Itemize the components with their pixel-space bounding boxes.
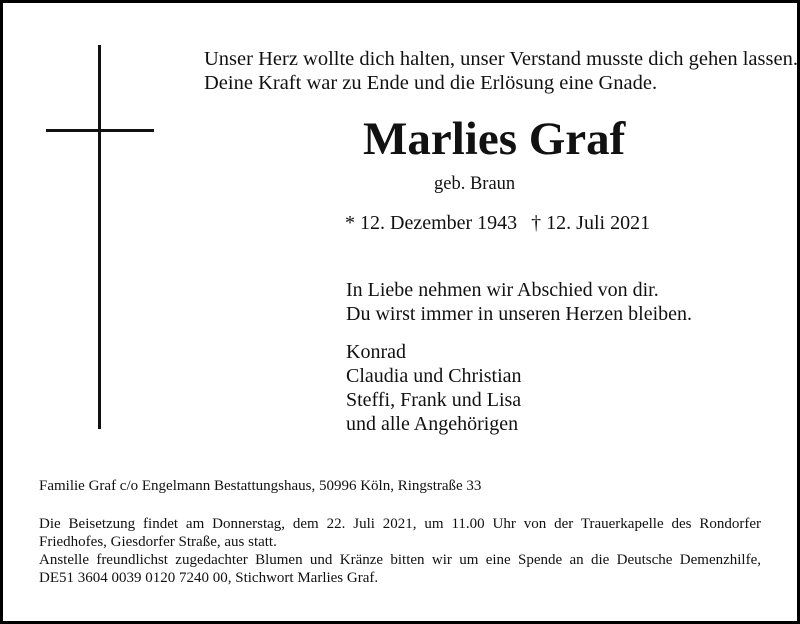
funeral-info-line-2: Friedhofes, Giesdorfer Straße, aus statt. bbox=[39, 534, 277, 550]
farewell-line-2: Du wirst immer in unseren Herzen bleiben. bbox=[346, 303, 693, 325]
funeral-info-line-4: DE51 3604 0039 0120 7240 00, Stichwort Marlies Graf. bbox=[39, 570, 379, 586]
cross-icon-vertical-bar bbox=[98, 45, 101, 429]
funeral-information bbox=[39, 515, 761, 587]
mourner-item: Steffi, Frank und Lisa bbox=[346, 389, 522, 411]
farewell-line-1: In Liebe nehmen wir Abschied von dir. bbox=[346, 279, 659, 301]
life-dates bbox=[345, 211, 650, 235]
mourner-item: und alle Angehörigen bbox=[346, 413, 519, 435]
mourner-item: Konrad bbox=[346, 341, 406, 363]
quote-line-1: Unser Herz wollte dich halten, unser Verstand musste dich gehen lassen. bbox=[204, 48, 798, 70]
mourners-list bbox=[346, 340, 522, 436]
deceased-name: Marlies Graf bbox=[363, 113, 626, 165]
death-date: † 12. Juli 2021 bbox=[531, 212, 651, 234]
birth-date: * 12. Dezember 1943 bbox=[345, 212, 518, 234]
maiden-name: geb. Braun bbox=[434, 174, 516, 194]
quote-line-2: Deine Kraft war zu Ende und die Erlösung eine Gnade. bbox=[204, 72, 658, 94]
cross-icon-horizontal-bar bbox=[46, 129, 154, 132]
mourner-item: Claudia und Christian bbox=[346, 365, 522, 387]
funeral-info-line-3: Anstelle freundlichst zugedachter Blumen und Kränze bitten wir um eine Spende an die Deutsche Demenzhilfe, bbox=[39, 552, 761, 568]
contact-address: Familie Graf c/o Engelmann Bestattungshaus, 50996 Köln, Ringstraße 33 bbox=[39, 478, 482, 494]
funeral-info-line-1: Die Beisetzung findet am Donnerstag, dem 22. Juli 2021, um 11.00 Uhr von der Trauerkapelle des Rondorfer bbox=[39, 516, 761, 532]
opening-quote bbox=[204, 47, 798, 95]
farewell-text bbox=[346, 278, 692, 326]
